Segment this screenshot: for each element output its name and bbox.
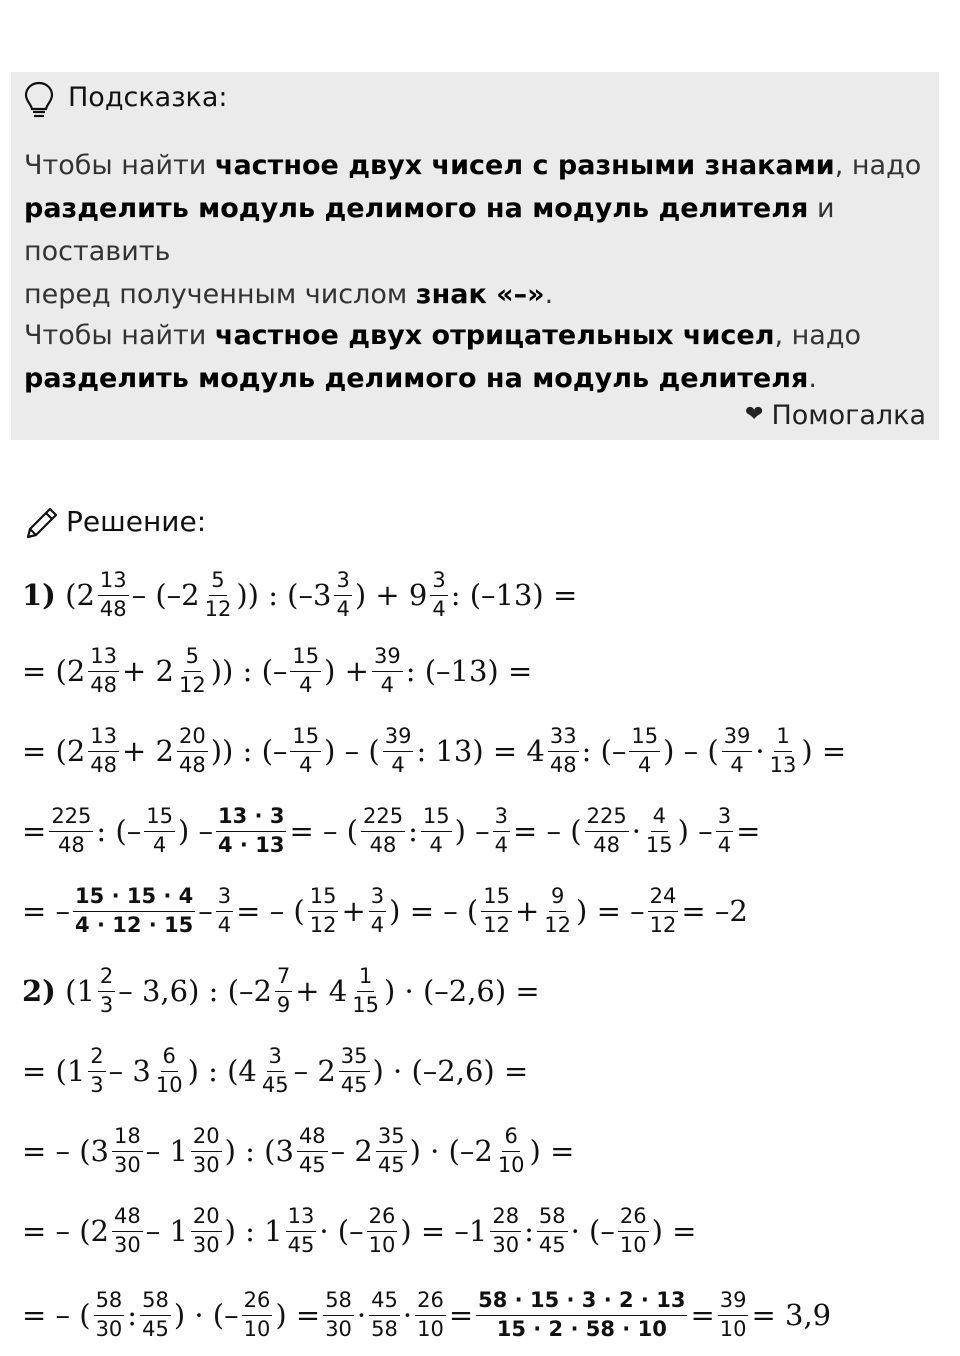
fraction: [716, 805, 733, 856]
solution-line: [22, 1111, 574, 1191]
denominator: 12: [204, 596, 232, 621]
solution-line: [22, 1275, 831, 1355]
denominator: 4: [152, 832, 167, 857]
math-text: ) – (: [324, 734, 380, 768]
math-text: ) – (: [663, 734, 719, 768]
denominator: 10: [368, 1232, 396, 1257]
numerator: 225: [585, 805, 629, 831]
denominator: 3: [90, 1072, 104, 1097]
numerator: 6: [502, 1125, 519, 1151]
denominator: 48: [90, 672, 118, 697]
denominator: 4: [432, 596, 446, 621]
fraction: [421, 805, 452, 856]
denominator: 4: [429, 832, 443, 857]
denominator: 58: [371, 1316, 398, 1341]
math-text: : 13) = 4: [416, 734, 545, 768]
math-text: (1: [55, 974, 95, 1008]
fraction: [383, 725, 414, 776]
denominator: 12: [649, 912, 677, 937]
fraction: [49, 805, 93, 856]
denominator: 12: [309, 912, 337, 937]
fraction: [323, 1289, 354, 1340]
denominator: 48: [90, 752, 118, 777]
math-text: :: [408, 814, 418, 848]
math-text: :: [127, 1298, 138, 1332]
denominator: 10: [243, 1316, 271, 1341]
fraction: [768, 725, 799, 776]
fraction: [88, 725, 119, 776]
numerator: 58 · 15 · 3 · 2 · 13: [476, 1289, 687, 1315]
numerator: 3: [334, 569, 351, 595]
lightbulb-icon: [22, 80, 56, 120]
denominator: 10: [719, 1316, 747, 1341]
fraction: [154, 1045, 185, 1096]
numerator: 39: [372, 645, 403, 671]
heart-icon: ❤: [745, 402, 764, 427]
denominator: 45: [340, 1072, 368, 1097]
math-text: · (–: [319, 1214, 364, 1248]
math-text: )) : (–: [210, 734, 288, 768]
math-text: – 1: [145, 1214, 188, 1248]
math-text: ·: [356, 1298, 367, 1332]
numerator: 2: [88, 1045, 105, 1071]
denominator: 30: [192, 1152, 220, 1177]
math-text: ) : (3: [224, 1134, 294, 1168]
numerator: 15: [308, 885, 339, 911]
fraction: [618, 1205, 649, 1256]
numerator: 225: [361, 805, 405, 831]
fraction: [430, 569, 447, 620]
math-text: = – (: [236, 894, 305, 928]
denominator: 10: [497, 1152, 525, 1177]
denominator: 4: [380, 672, 395, 697]
fraction: [339, 1045, 370, 1096]
denominator: 15: [645, 832, 673, 857]
hint-bold-text: разделить модуль делимого на модуль делителя: [24, 363, 809, 394]
hint-text: Чтобы найти: [24, 150, 215, 181]
numerator: 58: [537, 1205, 568, 1231]
denominator: 45: [298, 1152, 326, 1177]
fraction: [98, 965, 115, 1016]
math-text: · (–: [570, 1214, 615, 1248]
numerator: 26: [618, 1205, 649, 1231]
fraction: [350, 965, 381, 1016]
math-text: )) : (–3: [236, 578, 332, 612]
item-number: 2): [22, 974, 56, 1008]
numerator: 48: [297, 1125, 328, 1151]
numerator: 5: [209, 569, 226, 595]
solution-line: [22, 1031, 528, 1111]
denominator: 4 · 12 · 15: [75, 912, 194, 937]
fraction: [216, 805, 286, 856]
math-text: = (2: [22, 654, 86, 688]
numerator: 3: [430, 569, 447, 595]
numerator: 5: [184, 645, 201, 671]
denominator: 45: [377, 1152, 405, 1177]
hint-text: Чтобы найти: [24, 320, 215, 351]
fraction: [140, 1289, 171, 1340]
denominator: 30: [114, 1232, 141, 1257]
fraction: [644, 805, 675, 856]
denominator: 4: [217, 912, 232, 937]
denominator: 48: [57, 832, 85, 857]
denominator: 4 · 13: [218, 832, 285, 857]
math-text: =: [22, 814, 47, 848]
fraction: [369, 1289, 400, 1340]
fraction: [297, 1125, 328, 1176]
denominator: 4: [730, 752, 744, 777]
fraction: [367, 1205, 398, 1256]
denominator: 4: [299, 752, 313, 777]
denominator: 45: [287, 1232, 315, 1257]
numerator: 13: [88, 645, 119, 671]
math-text: – 2: [330, 1134, 373, 1168]
math-text: =: [736, 814, 761, 848]
math-text: ) : 1: [224, 1214, 283, 1248]
solution-line: [22, 555, 577, 635]
denominator: 12: [544, 912, 572, 937]
hint-text: перед полученным числом: [24, 279, 416, 310]
fraction: [585, 805, 629, 856]
math-text: = – (: [289, 814, 358, 848]
denominator: 48: [99, 596, 127, 621]
solution-line: [22, 631, 532, 711]
fraction: [112, 1125, 143, 1176]
fraction: [537, 1205, 568, 1256]
numerator: 225: [49, 805, 93, 831]
numerator: 35: [339, 1045, 370, 1071]
numerator: 3: [267, 1045, 284, 1071]
math-text: + 2: [122, 734, 174, 768]
numerator: 13: [98, 569, 129, 595]
fraction: [648, 885, 679, 936]
math-text: ) =: [275, 1298, 321, 1332]
numerator: 3: [493, 805, 510, 831]
numerator: 39: [718, 1289, 749, 1315]
numerator: 6: [161, 1045, 178, 1071]
numerator: 58: [140, 1289, 171, 1315]
denominator: 48: [179, 752, 206, 777]
denominator: 30: [114, 1152, 141, 1177]
math-text: ) · (–: [173, 1298, 239, 1332]
numerator: 1: [357, 965, 374, 991]
fraction: [290, 725, 321, 776]
numerator: 15: [290, 725, 321, 751]
hint-text: и поставить: [24, 193, 835, 267]
math-text: – 3: [108, 1054, 151, 1088]
math-text: : (–: [96, 814, 142, 848]
denominator: 12: [179, 672, 206, 697]
denominator: 45: [538, 1232, 566, 1257]
hint-text: .: [544, 279, 554, 310]
numerator: 13: [88, 725, 119, 751]
fraction: [290, 645, 321, 696]
numerator: 39: [383, 725, 414, 751]
numerator: 39: [722, 725, 753, 751]
numerator: 58: [323, 1289, 354, 1315]
denominator: 4: [717, 832, 732, 857]
fraction: [191, 1205, 222, 1256]
solution-title: Решение:: [66, 505, 207, 538]
math-text: ·: [631, 814, 641, 848]
fraction: [73, 885, 195, 936]
math-text: + 4: [295, 974, 348, 1008]
hint-p2-line2: [24, 357, 934, 400]
fraction: [372, 645, 403, 696]
math-text: ) –: [677, 814, 713, 848]
denominator: 12: [483, 912, 510, 937]
fraction: [334, 569, 351, 620]
math-text: : (–13) =: [405, 654, 533, 688]
fraction: [548, 725, 579, 776]
numerator: 3: [716, 805, 733, 831]
math-text: : (–: [581, 734, 627, 768]
numerator: 26: [415, 1289, 446, 1315]
hint-bold-text: знак «–»: [415, 279, 545, 310]
math-text: ) = –: [576, 894, 645, 928]
solution-line: [22, 791, 760, 871]
numerator: 7: [275, 965, 292, 991]
denominator: 48: [369, 832, 397, 857]
math-text: ) = –1: [400, 1214, 488, 1248]
fraction: [203, 569, 234, 620]
signature-text: Помогалка: [771, 400, 926, 431]
math-text: =: [690, 1298, 715, 1332]
math-text: = – (3: [22, 1134, 109, 1168]
hint-p1-line1: [24, 144, 934, 187]
fraction: [177, 725, 208, 776]
hint-paragraph-2: [24, 314, 934, 400]
math-text: = – (2: [22, 1214, 109, 1248]
math-text: )) : (–: [210, 654, 288, 688]
solution-line: [22, 871, 748, 951]
hint-paragraph-1: [24, 144, 934, 316]
math-text: ) –: [177, 814, 213, 848]
fraction: [216, 885, 233, 936]
numerator: 4: [651, 805, 668, 831]
math-text: –: [198, 894, 213, 928]
fraction: [415, 1289, 446, 1340]
fraction: [718, 1289, 749, 1340]
numerator: 3: [369, 885, 386, 911]
math-text: – 1: [145, 1134, 188, 1168]
math-text: ) =: [529, 1134, 575, 1168]
numerator: 58: [94, 1289, 125, 1315]
fraction: [260, 1045, 291, 1096]
numerator: 15: [481, 885, 512, 911]
solution-line: [22, 951, 540, 1031]
numerator: 24: [648, 885, 679, 911]
denominator: 13: [769, 752, 797, 777]
hint-text: .: [808, 363, 817, 394]
denominator: 4: [336, 596, 350, 621]
numerator: 20: [191, 1205, 222, 1231]
fraction: [191, 1125, 222, 1176]
denominator: 30: [95, 1316, 123, 1341]
fraction: [496, 1125, 527, 1176]
denominator: 30: [192, 1232, 220, 1257]
denominator: 3: [99, 992, 114, 1017]
math-text: = (2: [22, 734, 86, 768]
math-text: ·: [402, 1298, 413, 1332]
math-text: = – (: [22, 1298, 91, 1332]
numerator: 28: [490, 1205, 521, 1231]
numerator: 13: [286, 1205, 317, 1231]
math-text: = –: [22, 894, 71, 928]
numerator: 15: [629, 725, 660, 751]
denominator: 10: [155, 1072, 183, 1097]
fraction: [286, 1205, 317, 1256]
math-text: ) =: [801, 734, 847, 768]
fraction: [177, 645, 208, 696]
numerator: 13 · 3: [216, 805, 286, 831]
hint-title: Подсказка:: [68, 82, 228, 113]
denominator: 10: [417, 1316, 444, 1341]
denominator: 9: [276, 992, 291, 1017]
numerator: 20: [191, 1125, 222, 1151]
numerator: 26: [242, 1289, 273, 1315]
solution-line: [22, 711, 846, 791]
hint-bold-text: частное двух отрицательных чисел: [214, 320, 775, 351]
math-text: = (1: [22, 1054, 86, 1088]
denominator: 4: [494, 832, 509, 857]
fraction: [88, 1045, 105, 1096]
signature: [745, 400, 926, 431]
numerator: 15: [144, 805, 175, 831]
math-text: ) : (4: [187, 1054, 257, 1088]
math-text: =: [448, 1298, 474, 1332]
hint-bold-text: частное двух чисел с разными знаками: [214, 150, 835, 181]
math-text: +: [514, 894, 540, 928]
fraction: [493, 805, 510, 856]
numerator: 20: [177, 725, 208, 751]
fraction: [369, 885, 386, 936]
numerator: 18: [112, 1125, 143, 1151]
math-text: = –2: [681, 894, 748, 928]
numerator: 45: [369, 1289, 400, 1315]
numerator: 9: [549, 885, 566, 911]
hint-p1-line2: [24, 187, 934, 273]
hint-p1-line3: [24, 273, 934, 316]
math-text: : (–13) =: [450, 578, 578, 612]
math-text: ) · (–2,6) =: [383, 974, 540, 1008]
denominator: 15: [352, 992, 379, 1017]
math-text: – 2: [293, 1054, 336, 1088]
numerator: 33: [548, 725, 579, 751]
fraction: [308, 885, 339, 936]
math-text: – (–2: [131, 578, 200, 612]
denominator: 45: [142, 1316, 169, 1341]
math-text: = – (: [513, 814, 582, 848]
fraction: [490, 1205, 521, 1256]
fraction: [629, 725, 660, 776]
fraction: [542, 885, 573, 936]
hint-bold-text: разделить модуль делимого на модуль делителя: [24, 193, 809, 224]
math-text: ) · (–2: [409, 1134, 493, 1168]
numerator: 15: [421, 805, 452, 831]
denominator: 48: [549, 752, 577, 777]
numerator: 15: [290, 645, 321, 671]
fraction: [476, 1289, 687, 1340]
hint-p2-line1: [24, 314, 934, 357]
numerator: 35: [376, 1125, 407, 1151]
math-text: (2: [55, 578, 95, 612]
fraction: [94, 1289, 125, 1340]
item-number: 1): [22, 578, 56, 612]
numerator: 15 · 15 · 4: [73, 885, 195, 911]
math-text: ) · (–2,6) =: [372, 1054, 529, 1088]
fraction: [242, 1289, 273, 1340]
math-text: ) = – (: [389, 894, 479, 928]
denominator: 30: [492, 1232, 520, 1257]
math-text: – 3,6) : (–2: [118, 974, 272, 1008]
numerator: 2: [98, 965, 115, 991]
fraction: [722, 725, 753, 776]
numerator: 1: [774, 725, 791, 751]
denominator: 4: [638, 752, 652, 777]
denominator: 15 · 2 · 58 · 10: [496, 1316, 667, 1341]
hint-text: , надо: [774, 320, 862, 351]
denominator: 4: [370, 912, 385, 937]
math-text: ) =: [651, 1214, 697, 1248]
fraction: [98, 569, 129, 620]
math-text: + 2: [122, 654, 174, 688]
denominator: 48: [593, 832, 620, 857]
fraction: [88, 645, 119, 696]
denominator: 30: [325, 1316, 352, 1341]
math-text: +: [341, 894, 366, 928]
fraction: [144, 805, 175, 856]
fraction: [376, 1125, 407, 1176]
pencil-icon: [24, 505, 60, 541]
fraction: [481, 885, 512, 936]
solution-line: [22, 1191, 696, 1271]
fraction: [112, 1205, 143, 1256]
math-text: = 3,9: [751, 1298, 832, 1332]
numerator: 26: [367, 1205, 398, 1231]
math-text: ) + 9: [354, 578, 428, 612]
math-text: ) +: [324, 654, 369, 688]
fraction: [361, 805, 405, 856]
denominator: 4: [299, 672, 313, 697]
hint-text: , надо: [834, 150, 922, 181]
denominator: 4: [391, 752, 405, 777]
fraction: [275, 965, 292, 1016]
math-text: :: [524, 1214, 534, 1248]
math-text: ) –: [454, 814, 490, 848]
math-text: ·: [755, 734, 765, 768]
denominator: 10: [619, 1232, 647, 1257]
denominator: 45: [261, 1072, 289, 1097]
numerator: 48: [112, 1205, 143, 1231]
numerator: 3: [216, 885, 233, 911]
